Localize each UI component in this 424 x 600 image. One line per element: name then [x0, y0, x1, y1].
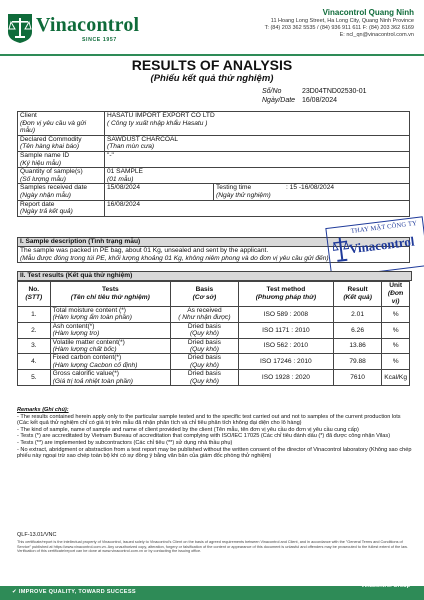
- row-test-vn: (Hàm lượng Cacbon cố định): [52, 361, 138, 369]
- client-value: HASATU IMPORT EXPORT CO LTD: [107, 112, 215, 119]
- form-code: QLF-13.01/VNC: [17, 532, 57, 538]
- table-row: [18, 370, 410, 386]
- check-circle-icon: ✔: [12, 589, 17, 595]
- table-row: [18, 354, 410, 370]
- row-basis-vn: ( Như nhận được): [178, 314, 231, 322]
- document-title: RESULTS OF ANALYSIS: [131, 57, 293, 73]
- sample-description-heading: I. Sample description (Tình trạng mẫu): [18, 238, 410, 247]
- col-basis-en: Basis: [195, 286, 214, 293]
- col-no-en: No.: [28, 286, 40, 293]
- footer-slogan-text: IMPROVE QUALITY, TOWARD SUCCESS: [18, 589, 136, 595]
- row-method: ISO 562 : 2010: [238, 338, 333, 354]
- table-row: [18, 307, 410, 323]
- org-email: E: ncl_qn@vinacontrol.com.vn: [339, 32, 414, 39]
- report-number-label: Số/No: [262, 88, 282, 95]
- row-test: Volatile matter content(*): [52, 338, 125, 346]
- organization-contact: [174, 8, 414, 40]
- commodity-value: SAWDUST CHARCOAL: [107, 135, 179, 143]
- member-label: Member of: [372, 576, 399, 582]
- stamp-bottom-text: Vinacontrol: [348, 233, 416, 257]
- col-basis: [171, 282, 239, 307]
- received-value: 15/08/2024: [107, 184, 141, 192]
- col-basis-vn: (Cơ sở): [192, 294, 217, 301]
- sample-info-table: [17, 111, 410, 217]
- row-basis-vn: (Quy khô): [189, 377, 219, 385]
- row-test-vn: (Hàm lượng ẩm toàn phần): [52, 314, 132, 322]
- row-unit: %: [382, 307, 410, 323]
- col-result-en: Result: [347, 286, 368, 293]
- testing-label: Testing time: [216, 184, 252, 192]
- header-divider: [0, 54, 424, 56]
- sample-id-label-vn: (Ký hiệu mẫu): [20, 159, 62, 167]
- row-method: ISO 1928 : 2020: [238, 370, 333, 386]
- testing-label-vn: (Ngày thử nghiệm): [216, 191, 271, 199]
- footer-slogan: [12, 589, 136, 595]
- commodity-label: Declared Commodity: [20, 135, 82, 143]
- logo-since: SINCE 1957: [82, 37, 117, 43]
- quantity-label-vn: (Số lượng mẫu): [20, 175, 66, 183]
- testing-value: : 15 -16/08/2024: [286, 184, 335, 192]
- scales-logo-icon: [6, 12, 34, 44]
- table-row: [18, 338, 410, 354]
- stamp-scales-icon: [331, 235, 350, 265]
- test-results-header-row: [18, 282, 410, 307]
- row-unit: %: [382, 354, 410, 370]
- remarks: [17, 407, 412, 460]
- company-logo: [6, 10, 166, 50]
- col-tests-vn: (Tên chỉ tiêu thử nghiệm): [70, 294, 150, 301]
- commodity-value-vn: (Than mùn cưa): [107, 143, 155, 151]
- report-number-value: 23D04TND02530-01: [301, 88, 367, 95]
- row-basis: Dried basis: [187, 322, 221, 330]
- row-method: ISO 1171 : 2010: [238, 322, 333, 338]
- row-test-vn: (Hàm lượng chất bốc): [52, 346, 117, 354]
- row-basis: Dried basis: [187, 370, 221, 378]
- remark-item: - Tests (*) are accreditated by Vietnam Bureau of accreditation that complying with ISO/IEC 17025 (Các chỉ tiêu đánh dấu (*) đã được công nhận Vilas): [17, 433, 391, 440]
- row-no: 3.: [18, 338, 51, 354]
- row-method: ISO 17246 : 2010: [238, 354, 333, 370]
- commodity-row: [18, 135, 410, 151]
- received-label-vn: (Ngày nhận mẫu): [20, 191, 71, 199]
- col-unit-vn: (Đơn vị): [387, 290, 404, 305]
- org-name: Vinacontrol Quang Ninh: [322, 8, 414, 17]
- org-phone-fax: T: (84) 203 362 5535 / (84) 936 911 611 F: (84) 203 362 6169: [264, 25, 414, 32]
- row-result: 79.88: [333, 354, 381, 370]
- row-result: 2.01: [333, 307, 381, 323]
- report-value: 16/08/2024: [107, 200, 141, 208]
- quantity-label: Quantity of sample(s): [20, 168, 83, 176]
- col-method-en: Test method: [266, 286, 306, 293]
- remark-item: - The results contained herein apply only to the particular sample tested and to the specific test carried out and not to samples of the current production lots (Các kết quả thử nghiệm chỉ có giá trị trên mẫu đã nhận phân tích và chỉ tiêu phân tích không đại diện cho lô hàng): [17, 413, 401, 427]
- logo-wordmark: Vinacontrol: [36, 14, 140, 36]
- row-unit: Kcal/Kg: [382, 370, 410, 386]
- row-basis: As received: [187, 307, 222, 314]
- remark-item: - The kind of sample, name of sample and name of client provided by the client (Tên mẫu, tên đơn vị yêu cầu do đơn vị yêu cầu cung cấp): [17, 426, 359, 433]
- row-method: ISO 589 : 2008: [238, 307, 333, 323]
- row-test: Gross calorific value(*): [52, 370, 119, 378]
- document-subtitle: (Phiếu kết quả thử nghiệm): [150, 73, 274, 84]
- quantity-value: 01 SAMPLE: [107, 168, 143, 176]
- row-no: 5.: [18, 370, 51, 386]
- report-label-vn: (Ngày trả kết quả): [20, 208, 73, 216]
- row-result: 6.26: [333, 322, 381, 338]
- group-membership: [361, 576, 410, 590]
- received-label: Samples received date: [20, 184, 88, 192]
- row-basis: Dried basis: [187, 338, 221, 346]
- quantity-value-vn: (01 mẫu): [107, 175, 134, 183]
- client-row: [18, 112, 410, 136]
- col-method: [238, 282, 333, 307]
- stamp-top-text: THAY MẶT CÔNG TY: [350, 219, 418, 236]
- report-date-value: 16/08/2024: [301, 97, 337, 104]
- row-no: 2.: [18, 322, 51, 338]
- sample-id-value: "-": [107, 151, 114, 159]
- report-date: [262, 97, 337, 104]
- row-result: 7610: [333, 370, 381, 386]
- client-label-vn: (Đơn vị yêu cầu và gửi mẫu): [20, 119, 87, 135]
- quantity-row: [18, 168, 410, 184]
- remark-item: - Tests (**) are implemented by subcontractors (Các chỉ tiêu (**) sử dụng nhà thầu phụ): [17, 439, 233, 446]
- row-test: Fixed carbon content(*): [52, 354, 122, 362]
- row-test: Total moisture content (*): [52, 307, 126, 314]
- org-address: 11 Hoang Long Street, Ha Long City, Quang Ninh Province: [270, 18, 414, 24]
- row-result: 13.86: [333, 338, 381, 354]
- col-unit: [382, 282, 410, 307]
- col-no: [18, 282, 51, 307]
- report-number: [262, 88, 367, 95]
- row-test-vn: (Hàm lượng tro): [52, 330, 100, 338]
- dates-row: [18, 184, 410, 200]
- remarks-title: Remarks (Ghi chú):: [17, 407, 69, 413]
- client-value-vn: ( Công ty xuất nhập khẩu Hasatu ): [107, 119, 208, 127]
- table-row: [18, 322, 410, 338]
- row-unit: %: [382, 322, 410, 338]
- row-no: 4.: [18, 354, 51, 370]
- row-basis: Dried basis: [187, 354, 221, 362]
- sample-id-row: [18, 151, 410, 167]
- test-results-table: [17, 281, 410, 386]
- row-unit: %: [382, 338, 410, 354]
- report-label: Report date: [20, 200, 55, 208]
- col-result: [333, 282, 381, 307]
- col-no-vn: (STT): [25, 294, 43, 301]
- member-name: Vinacontrol Group: [361, 583, 410, 589]
- col-result-vn: (Kết quả): [343, 294, 372, 301]
- row-basis-vn: (Quy khô): [189, 346, 219, 354]
- remark-item: - No extract, abridgment or abstraction from a test report may be published without the written consent of the director of Vinacontrol laboratory (Không sao chép phiếu này ngoại trừ sao chép toàn bộ khi có sự đồng ý bằng văn bản của giám đốc phòng thử nghiệm): [17, 446, 412, 460]
- col-method-vn: (Phương pháp thử): [255, 294, 317, 301]
- col-tests-en: Tests: [101, 286, 119, 293]
- report-date-label: Ngày/Date: [262, 97, 296, 104]
- col-tests: [50, 282, 170, 307]
- row-no: 1.: [18, 307, 51, 323]
- col-unit-en: Unit: [389, 282, 403, 289]
- sample-id-label: Sample name ID: [20, 151, 70, 159]
- row-basis-vn: (Quy khô): [189, 361, 219, 369]
- company-stamp: [325, 216, 424, 278]
- client-label: Client: [20, 112, 37, 119]
- legal-fine-print: This certificate/report is the intellectual property of Vinacontrol, issued solely to Vinacontrol's Client on the basis of agreed requirements between Vinacontrol and Client, and in accordance with the "General Terms and Conditions of Service" published at https://www.vinacontrol.com.vn. Any unauthorized copy, alteration, forgery or falsification of the content or appearance of this document is unlawful and offenders may be prosecuted to the fullest extent of the law. Verification of this certificate/report can be done at www.vinacontrol.com.vn or by contacting the issuing office.: [17, 540, 408, 554]
- sample-description-text: The sample was packed in PE bag, about 01 Kg, unsealed and sent by the applicant.: [20, 246, 269, 254]
- report-date-row: [18, 200, 410, 216]
- row-test: Ash content(*): [52, 322, 95, 330]
- test-results-heading: II. Test results (Kết quả thử nghiệm): [17, 271, 412, 281]
- row-basis-vn: (Quy khô): [189, 330, 219, 338]
- sample-description-text-vn: (Mẫu được đóng trong túi PE, khối lượng khoảng 01 Kg, không niêm phong và do đơn vị yêu cầu gửi đến): [20, 254, 329, 262]
- row-test-vn: (Giá trị toả nhiệt toàn phần): [52, 377, 133, 385]
- commodity-label-vn: (Tên hàng khai báo): [20, 143, 80, 151]
